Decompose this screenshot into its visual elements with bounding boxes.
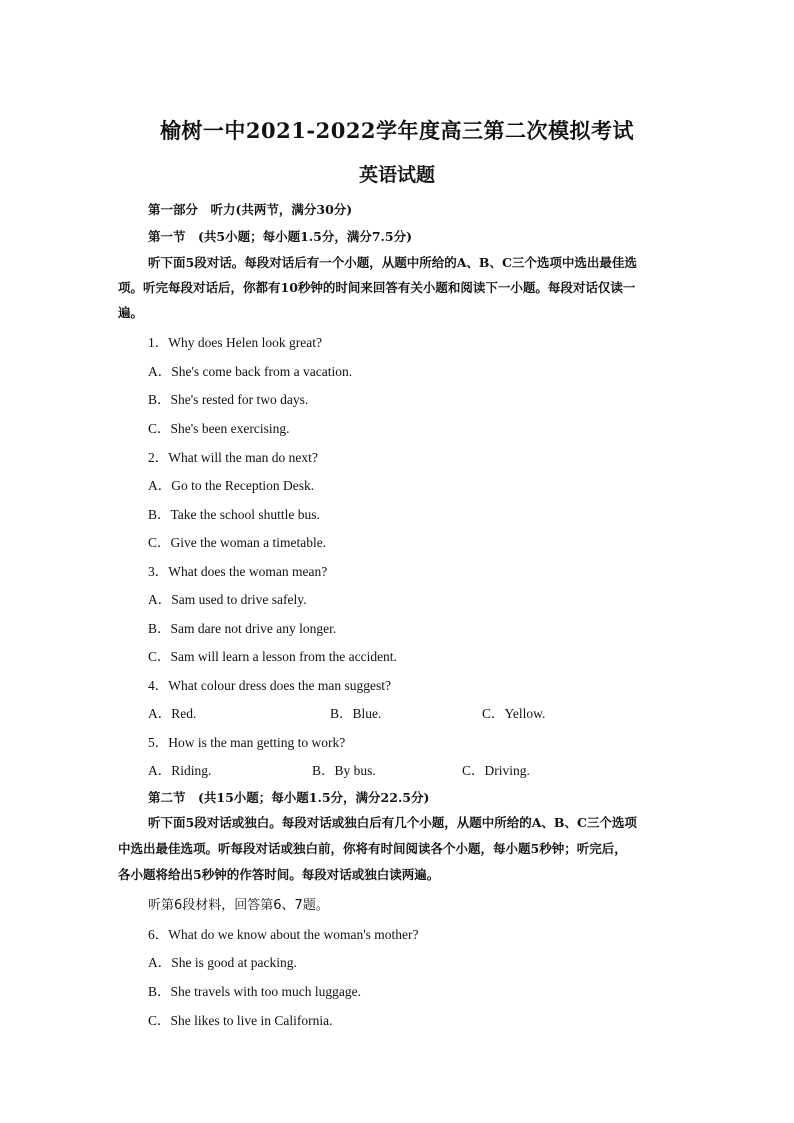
section2-heading: 第二节 (共15小题；每小题1.5分，满分22.5分) bbox=[148, 790, 430, 805]
question-3-stem: 3．What does the woman mean? bbox=[148, 564, 328, 579]
question-1-option-c: C．She's been exercising. bbox=[148, 421, 290, 436]
question-6-option-c: C．She likes to live in California. bbox=[148, 1013, 333, 1028]
material-6-note: 听第6段材料，回答第6、7题。 bbox=[148, 898, 329, 913]
exam-subtitle: 英语试题 bbox=[358, 164, 435, 186]
section2-instruction-line: 中选出最佳选项。听每段对话或独白前，你将有时间阅读各个小题，每小题5秒钟；听完后， bbox=[118, 841, 627, 856]
question-6-option-a: A．She is good at packing. bbox=[148, 955, 297, 970]
question-1-option-a: A．She's come back from a vacation. bbox=[148, 364, 353, 379]
section2-instruction-line: 听下面5段对话或独白。每段对话或独白后有几个小题，从题中所给的A、B、C三个选项 bbox=[148, 815, 637, 830]
question-4-option-a: A．Red. bbox=[148, 706, 197, 721]
question-3-option-c: C．Sam will learn a lesson from the accident. bbox=[148, 649, 397, 664]
question-4-stem: 4．What colour dress does the man suggest? bbox=[148, 678, 391, 693]
question-5-stem: 5．How is the man getting to work? bbox=[148, 735, 346, 750]
section1-instruction-line: 项。听完每段对话后，你都有10秒钟的时间来回答有关小题和阅读下一小题。每段对话仅读一 bbox=[118, 280, 636, 295]
question-1-stem: 1．Why does Helen look great? bbox=[148, 335, 322, 350]
question-1-option-b: B．She's rested for two days. bbox=[148, 392, 309, 407]
question-2-option-a: A．Go to the Reception Desk. bbox=[148, 478, 315, 493]
question-6-option-b: B．She travels with too much luggage. bbox=[148, 984, 361, 999]
question-4-option-c: C．Yellow. bbox=[482, 706, 546, 721]
question-2-option-c: C．Give the woman a timetable. bbox=[148, 535, 327, 550]
question-2-stem: 2．What will the man do next? bbox=[148, 450, 318, 465]
part1-heading: 第一部分 听力(共两节，满分30分) bbox=[148, 202, 353, 217]
section1-heading: 第一节 (共5小题；每小题1.5分，满分7.5分) bbox=[148, 229, 413, 244]
question-5-option-c: C．Driving. bbox=[462, 763, 530, 778]
section2-instruction-line: 各小题将给出5秒钟的作答时间。每段对话或独白读两遍。 bbox=[118, 867, 440, 882]
exam-title: 榆树一中2021-2022学年度高三第二次模拟考试 bbox=[159, 118, 635, 143]
section1-instruction-line: 听下面5段对话。每段对话后有一个小题，从题中所给的A、B、C三个选项中选出最佳选 bbox=[148, 255, 637, 270]
question-3-option-b: B．Sam dare not drive any longer. bbox=[148, 621, 337, 636]
question-6-stem: 6．What do we know about the woman's mother? bbox=[148, 927, 419, 942]
question-5-option-b: B．By bus. bbox=[312, 763, 376, 778]
question-5-option-a: A．Riding. bbox=[148, 763, 212, 778]
question-3-option-a: A．Sam used to drive safely. bbox=[148, 592, 307, 607]
question-2-option-b: B．Take the school shuttle bus. bbox=[148, 507, 320, 522]
section1-instruction-line: 遍。 bbox=[118, 305, 144, 320]
question-4-option-b: B．Blue. bbox=[330, 706, 382, 721]
